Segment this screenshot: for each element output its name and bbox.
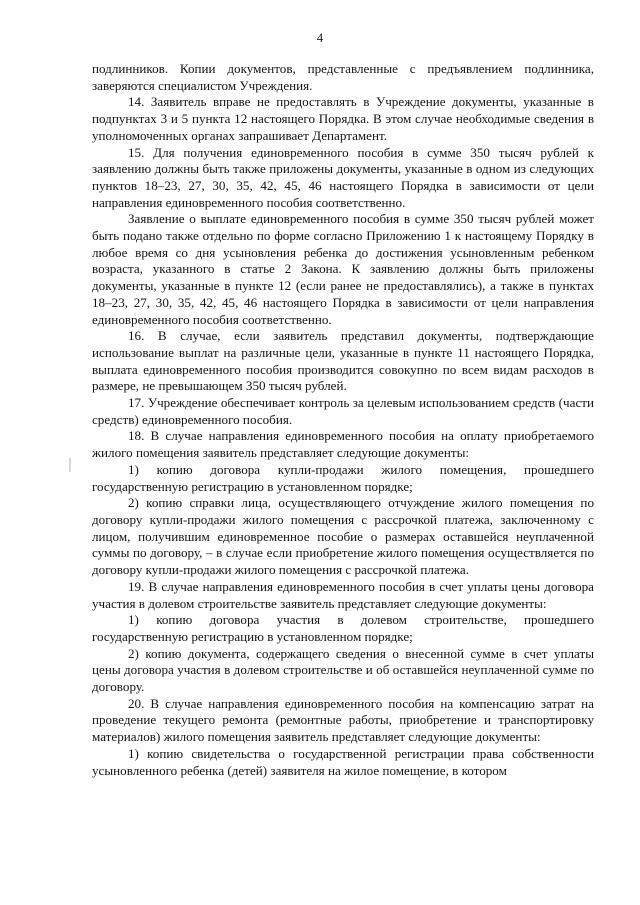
paragraph-14: 14. Заявитель вправе не предоставлять в Учреждение документы, указанные в подпунктах 3 и 5 пункта 12 настоящего Порядка. В этом случае необходимые сведения в уполномоченных органах запрашивает Департамент. xyxy=(92,94,594,143)
paragraph-20-item-1: 1) копию свидетельства о государственной регистрации права собственности усыновленного ребенка (детей) заявителя на жилое помещение, в котором xyxy=(92,745,594,778)
paragraph-19: 19. В случае направления единовременного пособия в счет уплаты цены договора участия в долевом строительстве заявитель представляет следующие документы: xyxy=(92,578,594,611)
document-body xyxy=(92,61,594,779)
paragraph-18-item-2: 2) копию справки лица, осуществляющего отчуждение жилого помещения по договору купли-продажи жилого помещения с рассрочкой платежа, заключенному с лицом, получившим единовременное пособие о размерах оставшейся неуплаченной суммы по договору, – в случае если приобретение жилого помещения осуществляется по договору купли-продажи жилого помещения с рассрочкой платежа. xyxy=(92,495,594,578)
paragraph-18: 18. В случае направления единовременного пособия на оплату приобретаемого жилого помещения заявитель представляет следующие документы: xyxy=(92,428,594,461)
paragraph-20: 20. В случае направления единовременного пособия на компенсацию затрат на проведение текущего ремонта (ремонтные работы, приобретение и транспортировку материалов) жилого помещения заявитель представляет следующие документы: xyxy=(92,695,594,745)
paragraph-continuation: подлинников. Копии документов, представленные с предъявлением подлинника, заверяются специалистом Учреждения. xyxy=(92,61,594,93)
paragraph-17: 17. Учреждение обеспечивает контроль за целевым использованием средств (части средств) единовременного пособия. xyxy=(92,395,594,427)
paragraph-15: 15. Для получения единовременного пособия в сумме 350 тысяч рублей к заявлению должны быть также приложены документы, указанные в одном из следующих пунктов 18–23, 27, 30, 35, 42, 45, 46 настоящего Порядка в зависимости от цели направления единовременного пособия соответственно. xyxy=(92,144,594,210)
paragraph-19-item-1: 1) копию договора участия в долевом строительстве, прошедшего государственную регистрацию в установленном порядке; xyxy=(92,612,594,644)
paragraph-16: 16. В случае, если заявитель представил документы, подтверждающие использование выплат на различные цели, указанные в пункте 11 настоящего Порядка, выплата единовременного пособия производится совокупно по всем видам расходов в размере, не превышающем 350 тысяч рублей. xyxy=(92,328,594,394)
paragraph-18-item-1: 1) копию договора купли-продажи жилого помещения, прошедшего государственную регистрацию в установленном порядке; xyxy=(92,461,594,494)
page-number: 4 xyxy=(316,31,324,45)
scan-artifact xyxy=(69,458,71,472)
paragraph-19-item-2: 2) копию документа, содержащего сведения о внесенной сумме в счет уплаты цены договора участия в долевом строительстве и об оставшейся неуплаченной сумме по договору. xyxy=(92,645,594,695)
paragraph-15-statement: Заявление о выплате единовременного пособия в сумме 350 тысяч рублей может быть подано также отдельно по форме согласно Приложению 1 к настоящему Порядку в любое время со дня усыновления ребенка до достижения усыновленным ребенком возраста, указанного в статье 2 Закона. К заявлению должны быть приложены документы, указанные в пункте 12 (если ранее не предоставлялись), а также в пунктах 18–23, 27, 30, 35, 42, 45, 46 настоящего Порядка в зависимости от цели направления единовременного пособия соответственно. xyxy=(92,211,594,327)
